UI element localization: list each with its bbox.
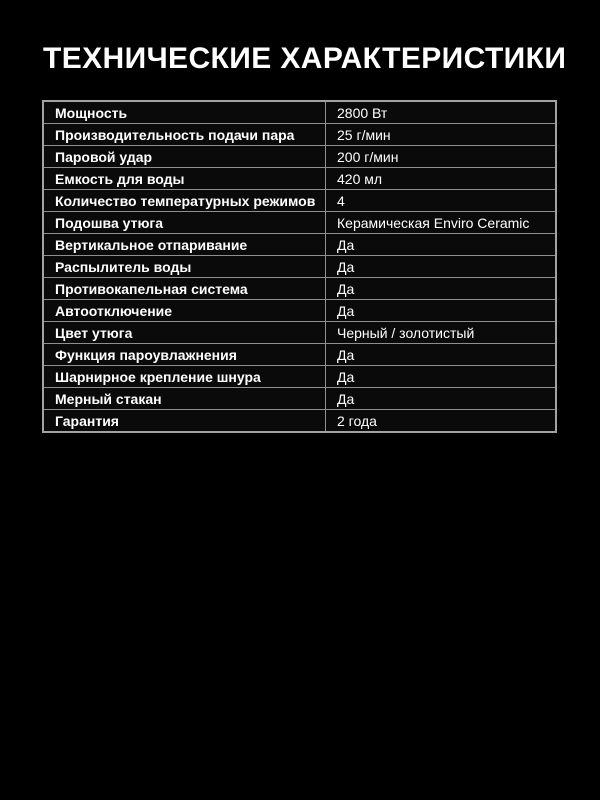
spec-label: Распылитель воды <box>43 256 326 278</box>
table-row <box>43 234 556 256</box>
spec-label: Цвет утюга <box>43 322 326 344</box>
spec-value: 2800 Вт <box>326 101 557 124</box>
table-row <box>43 256 556 278</box>
spec-table-body <box>43 101 556 432</box>
table-row <box>43 212 556 234</box>
spec-value: Черный / золотистый <box>326 322 557 344</box>
spec-label: Противокапельная система <box>43 278 326 300</box>
spec-label: Мощность <box>43 101 326 124</box>
spec-value: 200 г/мин <box>326 146 557 168</box>
spec-label: Мерный стакан <box>43 388 326 410</box>
spec-value: Да <box>326 278 557 300</box>
spec-value: Да <box>326 388 557 410</box>
table-row <box>43 410 556 433</box>
spec-value: 420 мл <box>326 168 557 190</box>
spec-label: Вертикальное отпаривание <box>43 234 326 256</box>
spec-label: Паровой удар <box>43 146 326 168</box>
table-row <box>43 278 556 300</box>
spec-value: 2 года <box>326 410 557 433</box>
table-row <box>43 124 556 146</box>
spec-label: Автоотключение <box>43 300 326 322</box>
spec-value: Керамическая Enviro Ceramic <box>326 212 557 234</box>
table-row <box>43 388 556 410</box>
spec-value: Да <box>326 234 557 256</box>
spec-label: Производительность подачи пара <box>43 124 326 146</box>
spec-value: Да <box>326 366 557 388</box>
spec-label: Подошва утюга <box>43 212 326 234</box>
table-row <box>43 300 556 322</box>
spec-value: 4 <box>326 190 557 212</box>
spec-label: Количество температурных режимов <box>43 190 326 212</box>
table-row <box>43 322 556 344</box>
spec-value: Да <box>326 344 557 366</box>
table-row <box>43 101 556 124</box>
spec-label: Шарнирное крепление шнура <box>43 366 326 388</box>
spec-label: Емкость для воды <box>43 168 326 190</box>
spec-label: Функция пароувлажнения <box>43 344 326 366</box>
spec-value: Да <box>326 300 557 322</box>
table-row <box>43 146 556 168</box>
spec-value: Да <box>326 256 557 278</box>
page-title: ТЕХНИЧЕСКИЕ ХАРАКТЕРИСТИКИ <box>43 42 567 75</box>
spec-value: 25 г/мин <box>326 124 557 146</box>
spec-table <box>42 100 557 433</box>
table-row <box>43 344 556 366</box>
table-row <box>43 190 556 212</box>
table-row <box>43 366 556 388</box>
table-row <box>43 168 556 190</box>
spec-label: Гарантия <box>43 410 326 433</box>
